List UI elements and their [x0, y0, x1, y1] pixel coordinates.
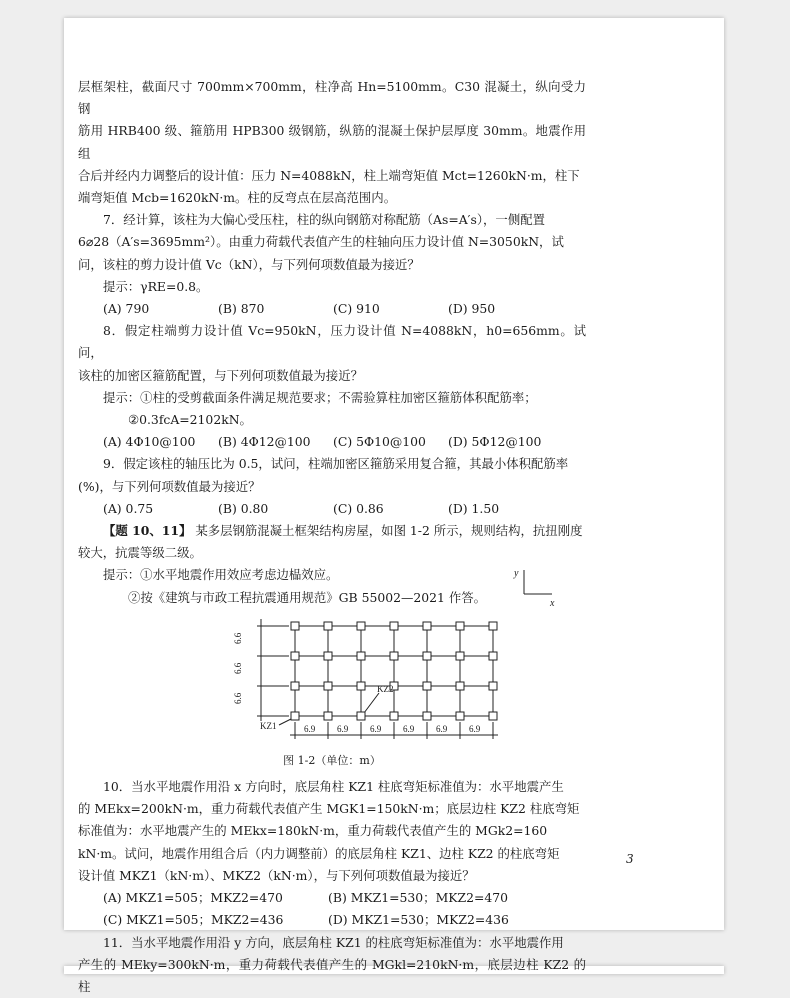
page-content	[78, 76, 586, 998]
text-line: kN·m。试问，地震作用组合后（内力调整前）的底层角柱 KZ1、边柱 KZ2 的柱底弯矩	[78, 845, 560, 861]
hint-line: 提示：①水平地震作用效应考虑边榀效应。	[103, 567, 339, 583]
text-line: 端弯矩值 Mcb=1620kN·m。柱的反弯点在层高范围内。	[78, 190, 397, 206]
q9-options	[78, 498, 586, 520]
text-line: (%)，与下列何项数值最为接近？	[78, 478, 261, 494]
option-d: (D) MKZ1=530；MKZ2=436	[328, 912, 509, 928]
option-b: (B) MKZ1=530；MKZ2=470	[328, 890, 509, 906]
axis-indicator	[512, 566, 562, 608]
text-line: 较大，抗震等级二级。	[78, 545, 202, 561]
kz1-label: KZ1	[260, 720, 277, 731]
question-7: 7．经计算，该柱为大偏心受压柱，柱的纵向钢筋对称配筋（As=A′s），一侧配置	[103, 212, 545, 228]
q10-options-row2	[78, 909, 586, 931]
q8-options	[78, 431, 586, 453]
figure-caption: 图 1-2（单位：m）	[283, 753, 381, 767]
text-line: 该柱的加密区箍筋配置，与下列何项数值最为接近？	[78, 367, 363, 383]
x-dim-4: 6.9	[403, 723, 415, 734]
frame-plan-figure	[78, 613, 586, 748]
text-line: 问，该柱的剪力设计值 Vc（kN），与下列何项数值最为接近？	[78, 256, 420, 272]
option-b: (B) 0.80	[218, 500, 269, 516]
x-dim-3: 6.9	[370, 723, 382, 734]
y-dim-1: 6.6	[233, 632, 243, 644]
axis-x-label: x	[550, 598, 555, 608]
text-line: 的 MEkx=200kN·m，重力荷载代表值产生 MGK1=150kN·m；底层边柱 KZ2 柱底弯矩	[78, 801, 580, 817]
text-line: 产生的 MEky=300kN·m，重力荷载代表值产生的 MGkl=210kN·m，底层边柱 KZ2 的柱	[78, 956, 586, 994]
y-dim-3: 6.6	[233, 692, 243, 704]
text-line: 6⌀28（A′s=3695mm²）。由重力荷载代表值产生的柱轴向压力设计值 N=3050kN，试	[78, 234, 564, 250]
option-b: (B) 4Φ12@100	[218, 434, 311, 450]
option-d: (D) 5Φ12@100	[448, 434, 542, 450]
hint-line: ②按《建筑与市政工程抗震通用规范》GB 55002—2021 作答。	[128, 589, 487, 605]
topic-heading: 【题 10、11】	[103, 523, 192, 539]
option-c: (C) 0.86	[333, 500, 384, 516]
text-line: 标准值为：水平地震产生的 MEkx=180kN·m，重力荷载代表值产生的 MGk2=160	[78, 823, 548, 839]
text-line: 合后并经内力调整后的设计值：压力 N=4088kN，柱上端弯矩值 Mct=1260kN·m，柱下	[78, 167, 580, 183]
hint-line: 提示：γRE=0.8。	[103, 278, 209, 294]
option-a: (A) 0.75	[103, 500, 154, 516]
option-a: (A) MKZ1=505；MKZ2=470	[103, 890, 283, 906]
option-a: (A) 790	[103, 301, 150, 317]
option-c: (C) 5Φ10@100	[333, 434, 426, 450]
page-number: 3	[626, 852, 634, 866]
option-c: (C) MKZ1=505；MKZ2=436	[103, 912, 284, 928]
option-c: (C) 910	[333, 301, 380, 317]
option-a: (A) 4Φ10@100	[103, 434, 196, 450]
x-dim-2: 6.9	[337, 723, 349, 734]
option-b: (B) 870	[218, 301, 265, 317]
text-line: 设计值 MKZ1（kN·m）、MKZ2（kN·m），与下列何项数值最为接近？	[78, 867, 475, 883]
x-dim-1: 6.9	[304, 723, 316, 734]
question-8: 8．假定柱端剪力设计值 Vc=950kN，压力设计值 N=4088kN，h0=656mm。试问，	[78, 323, 586, 361]
kz2-label: KZ2	[377, 683, 394, 694]
q10-options-row1	[78, 887, 586, 909]
text-line: 层框架柱，截面尺寸 700mm×700mm，柱净高 Hn=5100mm。C30 混凝土，纵向受力钢	[78, 79, 586, 117]
x-dim-6: 6.9	[469, 723, 481, 734]
question-11: 11．当水平地震作用沿 y 方向，底层角柱 KZ1 的柱底弯矩标准值为：水平地震作用	[103, 934, 564, 950]
hint-line: ②0.3fcA=2102kN。	[128, 412, 252, 428]
y-dim-2: 6.6	[233, 662, 243, 674]
hint-line: 提示：①柱的受剪截面条件满足规范要求；不需验算柱加密区箍筋体积配筋率；	[103, 389, 537, 405]
option-d: (D) 1.50	[448, 500, 500, 516]
frame-plan-diagram	[178, 613, 508, 748]
topic-text: 某多层钢筋混凝土框架结构房屋，如图 1-2 所示，规则结构，抗扭刚度	[191, 523, 583, 539]
text-line: 筋用 HRB400 级、箍筋用 HPB300 级钢筋，纵筋的混凝土保护层厚度 30mm。地震作用组	[78, 123, 586, 161]
q7-options	[78, 298, 586, 320]
question-9: 9．假定该柱的轴压比为 0.5，试问，柱端加密区箍筋采用复合箍，其最小体积配筋率	[103, 456, 569, 472]
x-dim-5: 6.9	[436, 723, 448, 734]
axis-y-label: y	[514, 568, 519, 579]
topic-10-11	[78, 520, 586, 542]
option-d: (D) 950	[448, 301, 496, 317]
question-10: 10．当水平地震作用沿 x 方向时，底层角柱 KZ1 柱底弯矩标准值为：水平地震产生	[103, 779, 564, 795]
